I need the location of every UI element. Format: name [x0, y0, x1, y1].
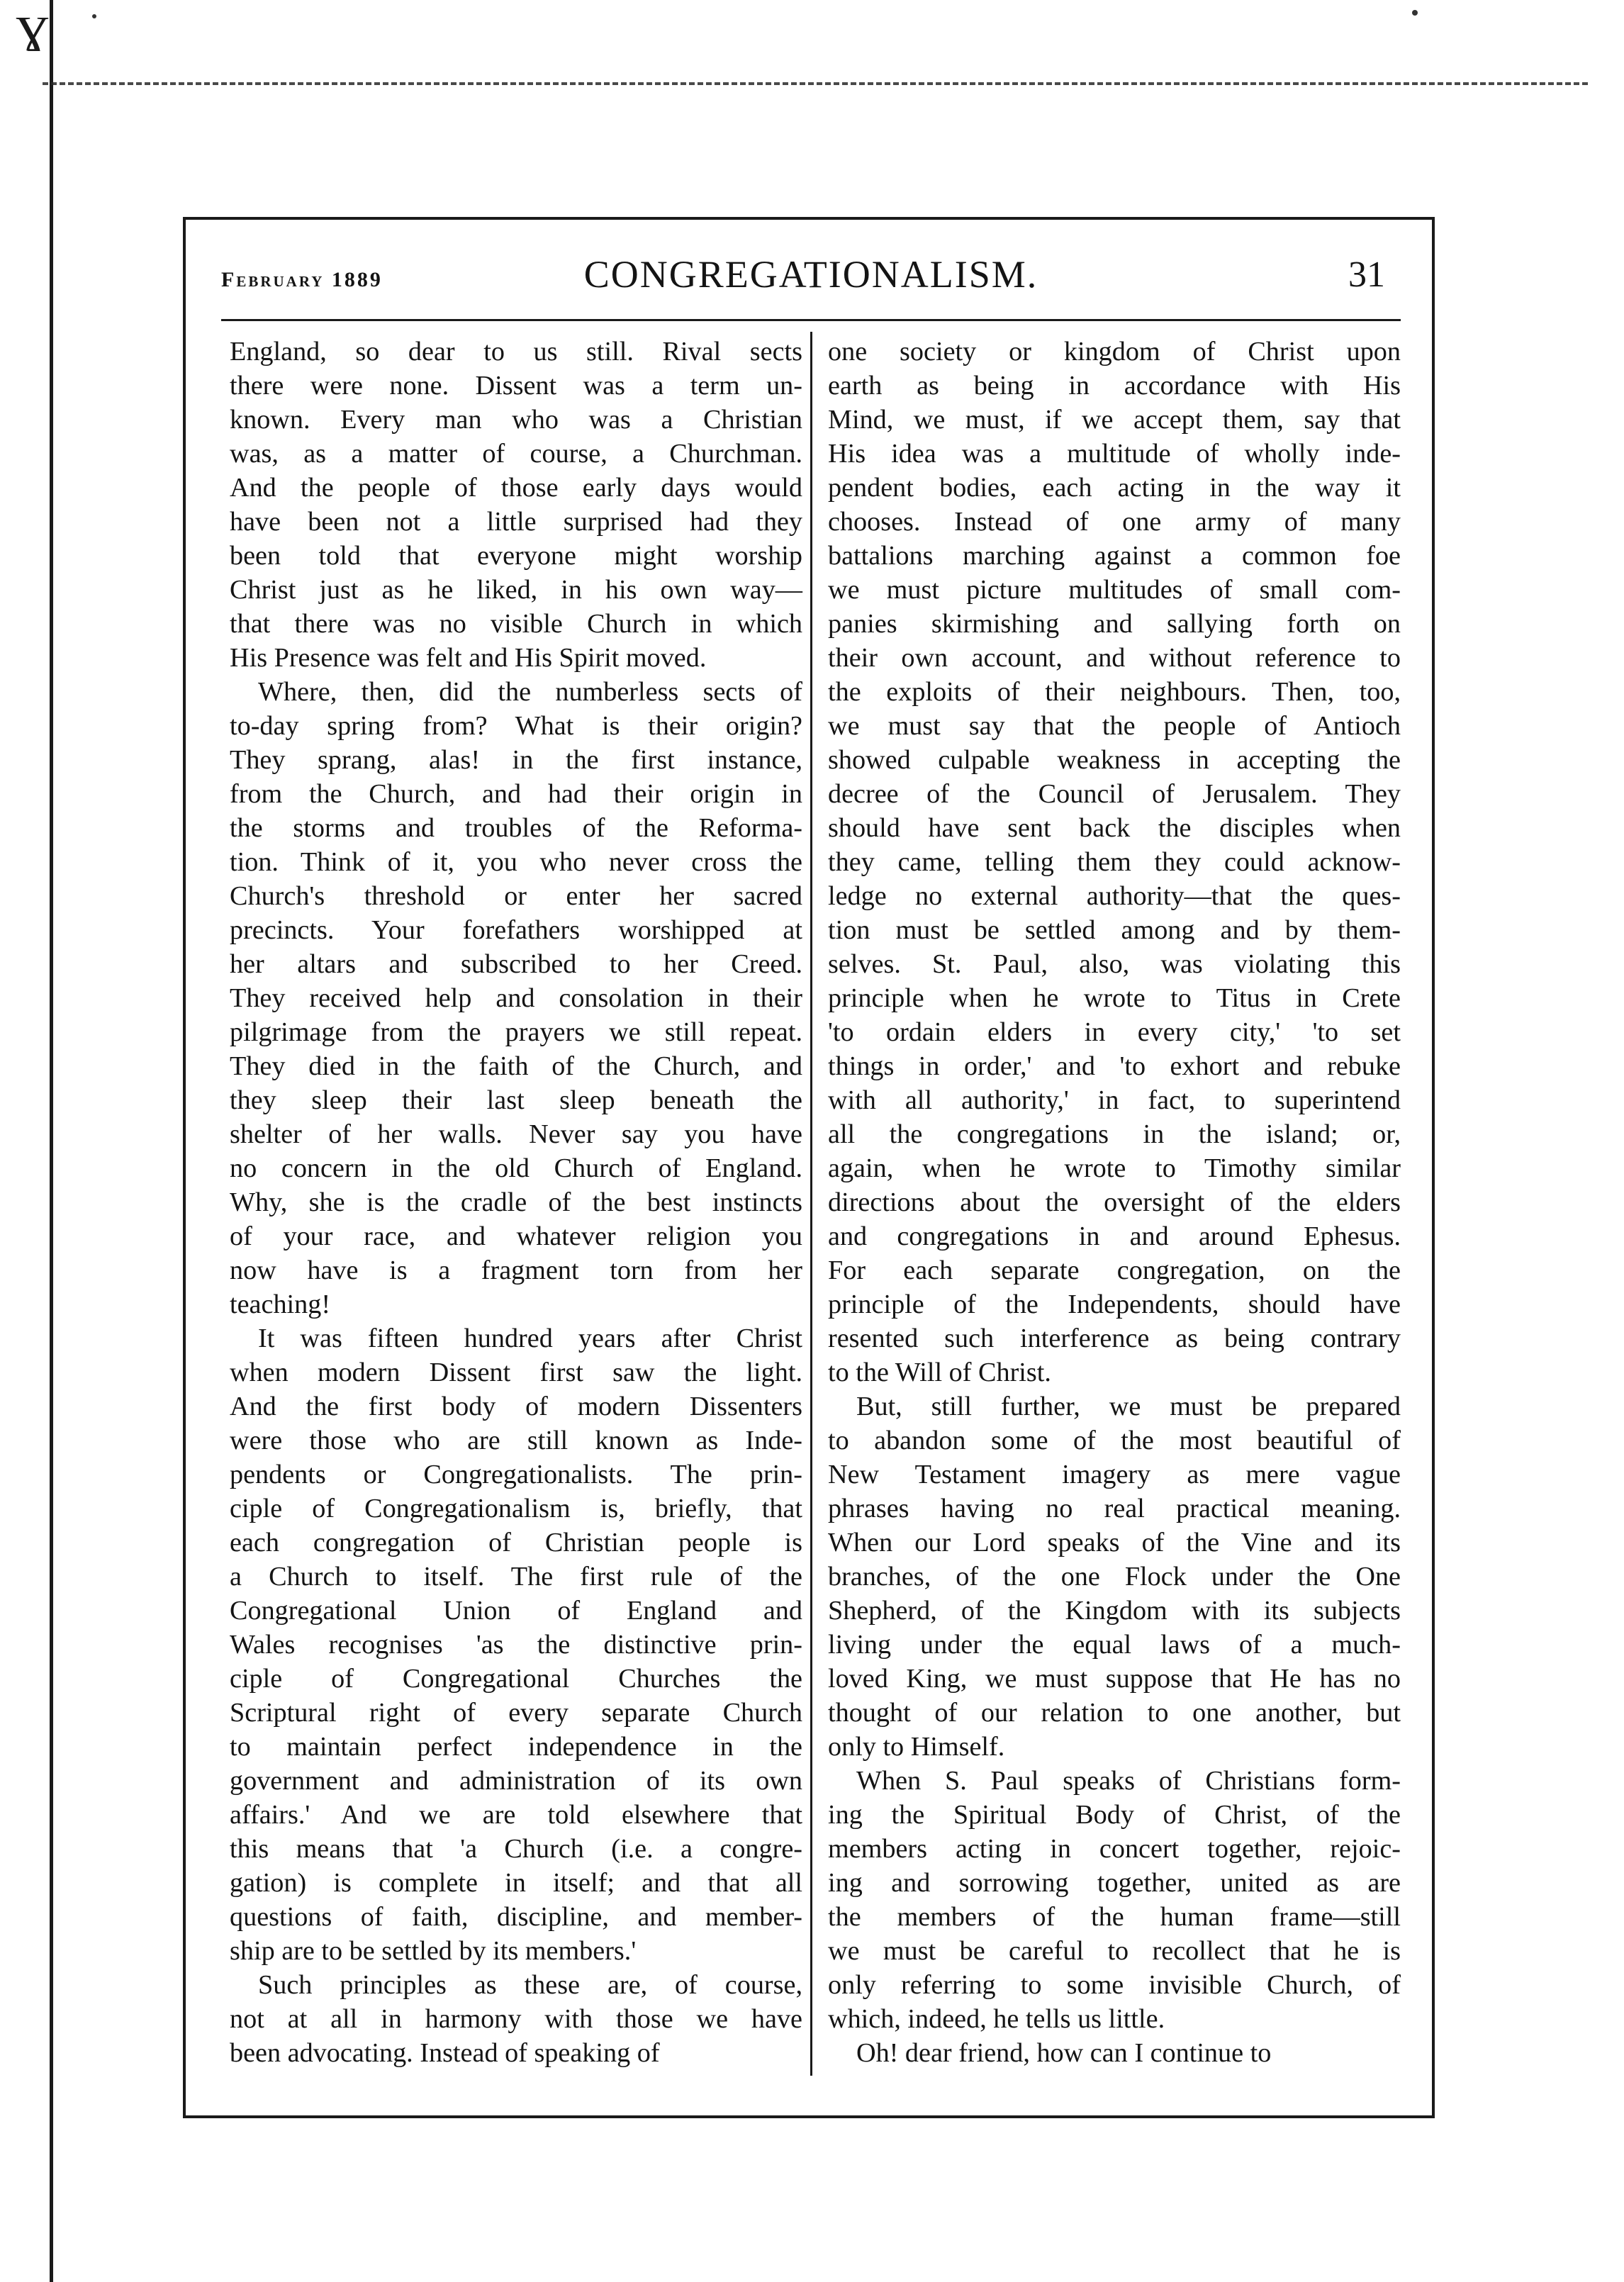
text-line: England, so dear to us still. Rival sects: [230, 337, 802, 367]
text-line: should have sent back the disciples when: [828, 813, 1401, 843]
text-line: with all authority,' in fact, to superintend: [828, 1085, 1401, 1115]
text-line: now have is a fragment torn from her: [230, 1255, 802, 1285]
text-line: When our Lord speaks of the Vine and its: [828, 1528, 1401, 1557]
text-line: teaching!: [230, 1290, 331, 1319]
text-line: their own account, and without reference to: [828, 643, 1401, 673]
text-line: ledge no external authority—that the ques-: [828, 881, 1401, 911]
text-line: that there was no visible Church in which: [230, 609, 802, 639]
text-line: Oh! dear friend, how can I continue to: [856, 2038, 1272, 2068]
text-line: ship are to be settled by its members.': [230, 1936, 637, 1966]
text-line: to maintain perfect independence in the: [230, 1732, 802, 1762]
text-line: there were none. Dissent was a term un-: [230, 371, 802, 401]
text-line: things in order,' and 'to exhort and rebuke: [828, 1051, 1401, 1081]
text-line: ciple of Congregationalism is, briefly, that: [230, 1494, 802, 1523]
text-line: pilgrimage from the prayers we still repeat.: [230, 1017, 802, 1047]
text-line: gation) is complete in itself; and that all: [230, 1868, 802, 1898]
binding-edge: [50, 0, 53, 2282]
text-line: chooses. Instead of one army of many: [828, 507, 1401, 537]
text-line: the exploits of their neighbours. Then, too,: [828, 677, 1401, 707]
text-line: resented such interference as being contrary: [828, 1324, 1401, 1353]
text-line: They sprang, alas! in the first instance,: [230, 745, 802, 775]
text-line: precincts. Your forefathers worshipped at: [230, 915, 802, 945]
text-line: Why, she is the cradle of the best instincts: [230, 1187, 802, 1217]
text-line: no concern in the old Church of England.: [230, 1153, 802, 1183]
text-line: For each separate congregation, on the: [828, 1255, 1401, 1285]
text-line: tion. Think of it, you who never cross the: [230, 847, 802, 877]
text-line: And the people of those early days would: [230, 473, 802, 503]
text-line: all the congregations in the island; or,: [828, 1119, 1401, 1149]
text-line: was, as a matter of course, a Churchman.: [230, 439, 802, 469]
text-line: the members of the human frame—still: [828, 1902, 1401, 1932]
column-divider: [810, 332, 812, 2076]
text-line: not at all in harmony with those we have: [230, 2004, 802, 2034]
text-line: to abandon some of the most beautiful of: [828, 1426, 1401, 1455]
text-line: only referring to some invisible Church, of: [828, 1970, 1401, 2000]
text-line: directions about the oversight of the elders: [828, 1187, 1401, 1217]
text-line: they came, telling them they could acknow-: [828, 847, 1401, 877]
text-line: we must say that the people of Antioch: [828, 711, 1401, 741]
text-line: Wales recognises 'as the distinctive prin-: [230, 1630, 802, 1660]
right-column: [828, 335, 1401, 2070]
text-line: When S. Paul speaks of Christians form-: [856, 1766, 1401, 1796]
text-line: this means that 'a Church (i.e. a congre-: [230, 1834, 802, 1864]
text-line: Such principles as these are, of course,: [258, 1970, 802, 2000]
text-line: selves. St. Paul, also, was violating this: [828, 949, 1401, 979]
text-line: again, when he wrote to Timothy similar: [828, 1153, 1401, 1183]
text-line: each congregation of Christian people is: [230, 1528, 802, 1557]
text-line: of your race, and whatever religion you: [230, 1221, 802, 1251]
text-line: principle of the Independents, should have: [828, 1290, 1401, 1319]
text-line: to the Will of Christ.: [828, 1358, 1051, 1387]
text-line: members acting in concert together, rejoic-: [828, 1834, 1401, 1864]
text-line: affairs.' And we are told elsewhere that: [230, 1800, 802, 1830]
text-line: ing the Spiritual Body of Christ, of the: [828, 1800, 1401, 1830]
text-line: from the Church, and had their origin in: [230, 779, 802, 809]
text-line: been advocating. Instead of speaking of: [230, 2038, 660, 2068]
text-line: when modern Dissent first saw the light.: [230, 1358, 802, 1387]
text-line: New Testament imagery as mere vague: [828, 1460, 1401, 1489]
text-line: only to Himself.: [828, 1732, 1005, 1762]
text-line: to-day spring from? What is their origin?: [230, 711, 802, 741]
page-title: CONGREGATIONALISM.: [583, 253, 1038, 296]
text-line: panies skirmishing and sallying forth on: [828, 609, 1401, 639]
text-line: tion must be settled among and by them-: [828, 915, 1401, 945]
text-line: living under the equal laws of a much-: [828, 1630, 1401, 1660]
header-date: February 1889: [221, 268, 383, 291]
text-line: ing and sorrowing together, united as are: [828, 1868, 1401, 1898]
text-line: Where, then, did the numberless sects of: [258, 677, 802, 707]
text-line: And the first body of modern Dissenters: [230, 1392, 802, 1421]
text-line: battalions marching against a common foe: [828, 541, 1401, 571]
text-line: we must be careful to recollect that he is: [828, 1936, 1401, 1966]
text-line: 'to ordain elders in every city,' 'to set: [828, 1017, 1401, 1047]
text-line: her altars and subscribed to her Creed.: [230, 949, 802, 979]
scan-rule-top: [43, 82, 1588, 85]
text-line: one society or kingdom of Christ upon: [828, 337, 1401, 367]
scan-speck: [92, 14, 96, 18]
text-line: Congregational Union of England and: [230, 1596, 802, 1626]
text-line: showed culpable weakness in accepting the: [828, 745, 1401, 775]
text-line: and congregations in and around Ephesus.: [828, 1221, 1401, 1251]
text-line: shelter of her walls. Never say you have: [230, 1119, 802, 1149]
text-line: Scriptural right of every separate Church: [230, 1698, 802, 1728]
text-line: decree of the Council of Jerusalem. They: [828, 779, 1401, 809]
text-line: They died in the faith of the Church, and: [230, 1051, 802, 1081]
text-line: ciple of Congregational Churches the: [230, 1664, 802, 1694]
text-line: thought of our relation to one another, but: [828, 1698, 1401, 1728]
text-line: were those who are still known as Inde-: [230, 1426, 802, 1455]
left-column: [230, 335, 802, 2070]
text-line: It was fifteen hundred years after Christ: [258, 1324, 802, 1353]
text-line: Christ just as he liked, in his own way—: [230, 575, 802, 605]
text-line: have been not a little surprised had they: [230, 507, 802, 537]
text-line: branches, of the one Flock under the One: [828, 1562, 1401, 1592]
text-line: Shepherd, of the Kingdom with its subjects: [828, 1596, 1401, 1626]
page-number: 31: [1348, 255, 1385, 295]
header-rule: [221, 319, 1401, 321]
bottom-rule: [183, 2115, 1435, 2118]
text-line: principle when he wrote to Titus in Crete: [828, 983, 1401, 1013]
text-line: pendents or Congregationalists. The prin-: [230, 1460, 802, 1489]
text-line: His Presence was felt and His Spirit moved.: [230, 643, 707, 673]
text-line: pendent bodies, each acting in the way it: [828, 473, 1401, 503]
text-line: His idea was a multitude of wholly inde-: [828, 439, 1401, 469]
text-line: Church's threshold or enter her sacred: [230, 881, 802, 911]
scan-speck: [1412, 10, 1418, 16]
text-line: known. Every man who was a Christian: [230, 405, 802, 435]
text-line: questions of faith, discipline, and member-: [230, 1902, 802, 1932]
text-line: we must picture multitudes of small com-: [828, 575, 1401, 605]
running-header: [221, 250, 1401, 306]
binding-mark: ɣ: [16, 0, 49, 52]
text-line: the storms and troubles of the Reforma-: [230, 813, 802, 843]
text-line: They received help and consolation in their: [230, 983, 802, 1013]
text-line: loved King, we must suppose that He has no: [828, 1664, 1401, 1694]
text-line: they sleep their last sleep beneath the: [230, 1085, 802, 1115]
text-line: phrases having no real practical meaning.: [828, 1494, 1401, 1523]
text-line: earth as being in accordance with His: [828, 371, 1401, 401]
text-line: But, still further, we must be prepared: [856, 1392, 1401, 1421]
text-line: been told that everyone might worship: [230, 541, 802, 571]
text-line: which, indeed, he tells us little.: [828, 2004, 1165, 2034]
text-line: government and administration of its own: [230, 1766, 802, 1796]
text-line: a Church to itself. The first rule of the: [230, 1562, 802, 1592]
text-line: Mind, we must, if we accept them, say that: [828, 405, 1401, 435]
